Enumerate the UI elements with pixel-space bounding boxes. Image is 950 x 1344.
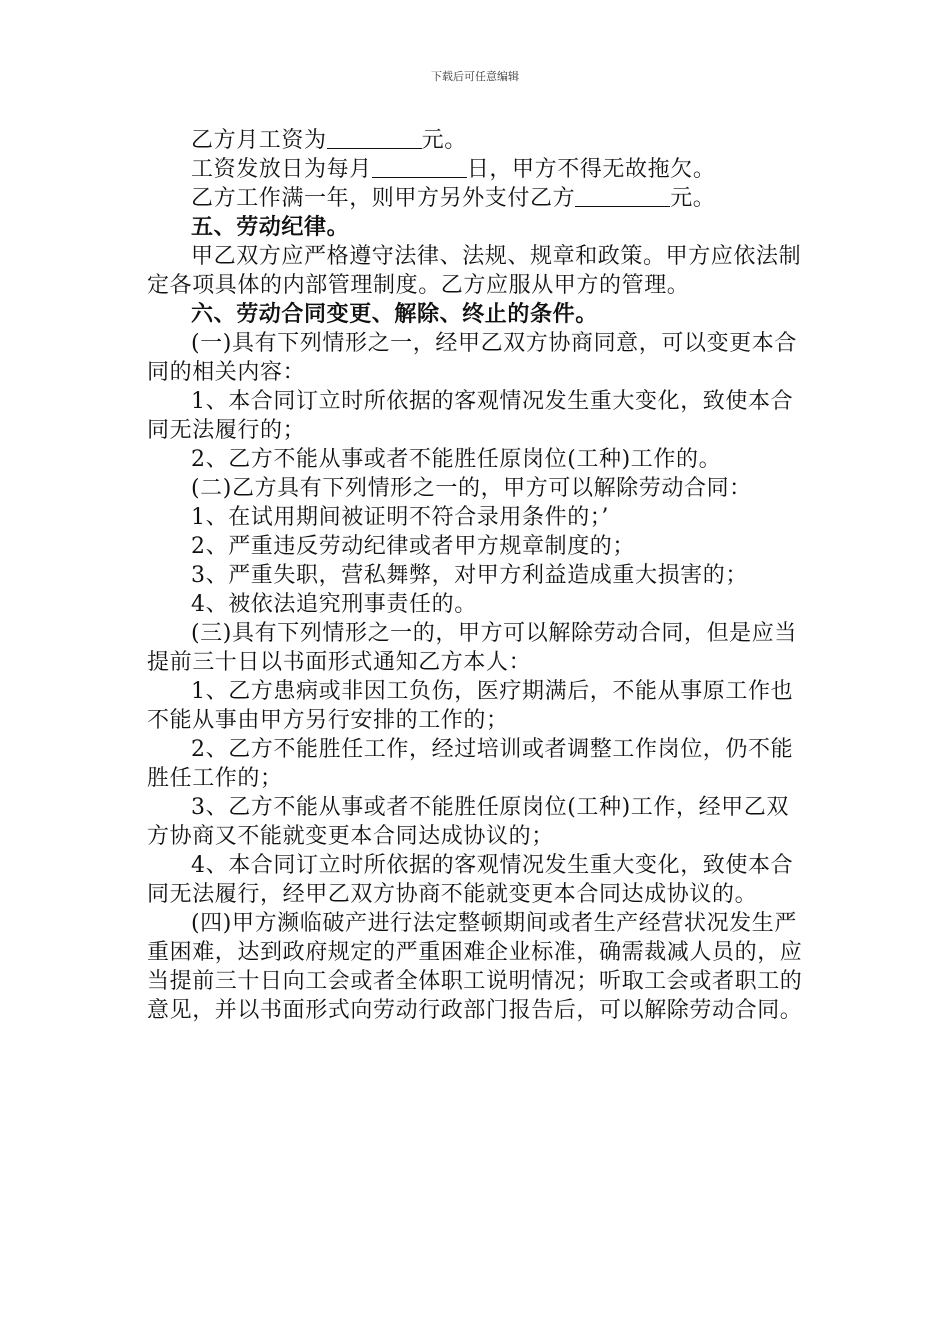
clause-2-item: 3、严重失职，营私舞弊，对甲方利益造成重大损害的； (191, 563, 748, 588)
clause-2-item: 2、严重违反劳动纪律或者甲方规章制度的； (191, 534, 635, 559)
salary-prefix: 乙方月工资为 (191, 128, 327, 153)
salary-line (147, 126, 807, 155)
section-5-title: 五、劳动纪律。 (191, 214, 350, 240)
clause-3-item: 4、本合同订立时所依据的客观情况发生重大变化，致使本合同无法履行，经甲乙双方协商不能就变更本合同达成协议的。 (147, 853, 794, 907)
clause-3-item: 1、乙方患病或非因工负伤，医疗期满后，不能从事原工作也不能从事由甲方另行安排的工作的； (147, 679, 794, 733)
clause-2-item: 1、在试用期间被证明不符合录用条件的；’ (191, 505, 609, 530)
clause-1-item: 1、本合同订立时所依据的客观情况发生重大变化，致使本合同无法履行的； (147, 389, 794, 443)
page-header-note: 下载后可任意编辑 (431, 70, 519, 83)
bonus-line (147, 184, 807, 213)
bonus-blank[interactable] (575, 184, 670, 207)
clause-3-item: 2、乙方不能胜任工作，经过培训或者调整工作岗位，仍不能胜任工作的； (147, 737, 794, 791)
document-body (147, 126, 807, 1025)
clause-1-intro: (一)具有下列情形之一，经甲乙双方协商同意，可以变更本合同的相关内容： (147, 331, 797, 385)
salary-suffix: 元。 (421, 128, 467, 153)
section-5-text: 甲乙双方应严格遵守法律、法规、规章和政策。甲方应依法制定各项具体的内部管理制度。乙方应服从甲方的管理。 (147, 244, 802, 298)
clause-4-text: (四)甲方濒临破产进行法定整顿期间或者生产经营状况发生严重困难，达到政府规定的严重困难企业标准，确需裁减人员的，应当提前三十日向工会或者全体职工说明情况；听取工会或者职工的意见，并以书面形式向劳动行政部门报告后，可以解除劳动合同。 (147, 911, 803, 1023)
bonus-suffix: 元。 (670, 186, 716, 211)
clause-3-item: 3、乙方不能从事或者不能胜任原岗位(工种)工作，经甲乙双方协商又不能就变更本合同达成协议的； (147, 795, 789, 849)
payday-blank[interactable] (372, 155, 467, 178)
bonus-prefix: 乙方工作满一年，则甲方另外支付乙方 (191, 186, 576, 211)
salary-blank[interactable] (327, 126, 422, 149)
payday-suffix: 日，甲方不得无故拖欠。 (466, 157, 716, 182)
section-6-title: 六、劳动合同变更、解除、终止的条件。 (191, 301, 598, 327)
clause-2-item: 4、被依法追究刑事责任的。 (191, 592, 477, 617)
payday-prefix: 工资发放日为每月 (191, 157, 372, 182)
clause-3-intro: (三)具有下列情形之一的，甲方可以解除劳动合同，但是应当提前三十日以书面形式通知乙方本人： (147, 621, 797, 675)
clause-1-item: 2、乙方不能从事或者不能胜任原岗位(工种)工作的。 (191, 447, 722, 472)
payday-line (147, 155, 807, 184)
clause-2-intro: (二)乙方具有下列情形之一的，甲方可以解除劳动合同： (191, 476, 752, 501)
